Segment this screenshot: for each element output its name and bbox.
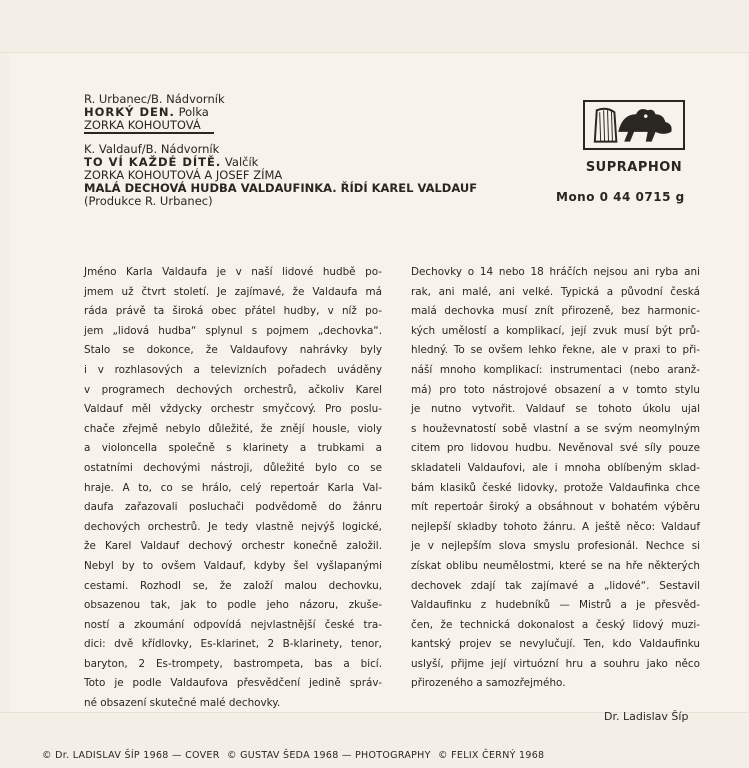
track1-title: HORKÝ DEN.: [84, 105, 175, 119]
article-line: Jméno Karla Valdaufa je v naší lidové hudbě po-: [84, 266, 382, 278]
article-line: Dechovky o 14 nebo 18 hráčích nejsou ani ryba ani: [411, 266, 700, 278]
article-line: chače zřejmě nebylo důležité, že znějí housle, violy: [84, 422, 382, 435]
sleeve-top-edge: [0, 52, 749, 53]
article-line: kých umělostí a komplikací, její zvuk musí být prů-: [411, 324, 700, 337]
copyright-felix: © FELIX ČERNÝ 1968: [438, 750, 545, 761]
supraphon-brand: SUPRAPHON: [585, 160, 683, 175]
article-line: né obsazení skutečné malé dechovky.: [84, 697, 281, 710]
divider-rule: [84, 132, 214, 134]
article-line: je nutno vytvořit. Valdauf se tohoto úkolu ujal: [411, 403, 700, 416]
orchestra-line: MALÁ DECHOVÁ HUDBA VALDAUFINKA. ŘÍDÍ KAREL VALDAUF: [84, 181, 478, 195]
article-line: daufa zařazovali posluchači podvědomě do žánru: [84, 501, 382, 514]
track1-performer: ZORKA KOHOUTOVÁ: [84, 118, 201, 132]
track2-genre: Valčík: [224, 155, 259, 169]
article-line: ostatními dechovými nástroji, důležité bylo co se: [84, 461, 382, 474]
production-line: (Produkce R. Urbanec): [84, 194, 213, 208]
article-line: má) pro toto nástrojové obsazení a v tomto stylu: [411, 383, 700, 396]
article-line: nejlepší skladby tohoto žánru. A ještě něco: Valdauf: [411, 520, 700, 533]
lion-emblem-icon: [583, 100, 685, 150]
article-line: rak, ani malé, ani velké. Typická a původní česká: [411, 285, 700, 298]
article-line: Toto je podle Valdaufova přesvědčení jedině správ-: [84, 677, 382, 690]
author-signature: Dr. Ladislav Šíp: [604, 710, 689, 723]
article-line: a violoncella společně s klarinety a trubkami a: [84, 442, 382, 455]
article-line: bám klasiků české lidovky, protože Valdaufinka chce: [411, 481, 700, 494]
article-line: jem „lidová hudba“ splynul s pojmem „dechovka“.: [84, 324, 382, 337]
track-credits: [84, 93, 554, 208]
article-line: malá dechovka musí znít přirozeně, bez harmonic-: [411, 305, 700, 318]
article-line: mít repertoár široký a obsáhnout v bohatém výběru: [411, 501, 700, 514]
article-line: ností a zkoumání odpovídá nejvlastnější české tra-: [84, 618, 382, 631]
article-line: že Karel Valdauf dechový orchestr konečně založil.: [84, 540, 382, 553]
article-line: přirozeného a samozřejmého.: [411, 677, 566, 690]
article-line: je v nejlepším slova smyslu profesionál. Nechce si: [411, 540, 700, 553]
article-line: dechových orchestrů. Je tedy vlastně nejvýš logické,: [84, 520, 382, 533]
track2-performers: ZORKA KOHOUTOVÁ A JOSEF ZÍMA: [84, 168, 283, 182]
article-line: hraje. A to, co se hrálo, celý repertoár Karla Val-: [84, 481, 382, 494]
copyright-photography: © GUSTAV ŠEDA 1968 — PHOTOGRAPHY: [226, 750, 431, 761]
article-line: Stalo se dokonce, že Valdaufovy nahrávky byly: [84, 344, 382, 357]
article-line: jmem už čtvrt století. Je zajímavé, že Valdaufa má: [84, 285, 382, 298]
article-line: dechovek zdají tak zajímavé a „lidové“. Sestavil: [411, 579, 700, 592]
track2-title: TO VÍ KAŽDÉ DÍTĚ.: [84, 155, 222, 169]
article-line: kantský projev se nevylučují. Ten, kdo Valdaufinku: [411, 638, 700, 651]
article-left-column: [84, 263, 382, 714]
article-line: skladateli Valdaufovi, ale i mnoha oblíbeným sklad-: [411, 461, 700, 474]
article-line: s houževnatostí sobě vlastní a se svým neomylným: [411, 422, 700, 435]
lion-emblem-graphic: [585, 102, 683, 148]
article-line: uslyší, přijme její virtuózní hru a souhru jako něco: [411, 657, 700, 670]
article-line: Nebyl by to ovšem Valdauf, kdyby šel vyšlapanými: [84, 559, 382, 572]
article-line: obsazenou tak, jak to podle jeho názoru, zkuše-: [84, 599, 382, 612]
article-line: Valdaufinku z hudebníků — Mistrů a je přesvěd-: [411, 599, 700, 612]
track1-composers: R. Urbanec/B. Nádvorník: [84, 92, 225, 106]
track2-composers: K. Valdauf/B. Nádvorník: [84, 142, 220, 156]
article-line: získat oblibu neumělostmi, které se na hře některých: [411, 559, 700, 572]
article-line: dici: dvě křídlovky, Es-klarinet, 2 B-klarinety, tenor,: [84, 638, 382, 651]
article-line: cestami. Rozhodl se, že založí malou dechovku,: [84, 579, 382, 592]
article-line: náší mnoho komplikací: instrumentaci (nebo aranž-: [411, 363, 700, 376]
catalog-number: Mono 0 44 0715 g: [556, 190, 685, 204]
article-line: hledný. To se ovšem lehko řekne, ale v praxi to při-: [411, 344, 700, 357]
article-line: v programech dechových orchestrů, ačkoliv Karel: [84, 383, 382, 396]
copyright-footer: [42, 750, 548, 761]
article-line: Valdauf měl vždycky orchestr smyčcový. Pro poslu-: [84, 403, 382, 416]
article-right-column: [411, 263, 700, 694]
article-line: i v rozhlasových a televizních pořadech uváděny: [84, 363, 382, 376]
track1-genre: Polka: [178, 105, 209, 119]
article-line: citem pro lidovou hudbu. Nevěnoval své síly pouze: [411, 442, 700, 455]
copyright-cover: © Dr. LADISLAV ŠÍP 1968 — COVER: [42, 750, 220, 761]
article-line: ráda právě ta široká obec přátel hudby, v níž po-: [84, 305, 382, 318]
article-line: čen, že technická dokonalost a český lidový muzi-: [411, 618, 700, 631]
article-line: baryton, 2 Es-trompety, bastrompeta, bas a bicí.: [84, 657, 382, 670]
